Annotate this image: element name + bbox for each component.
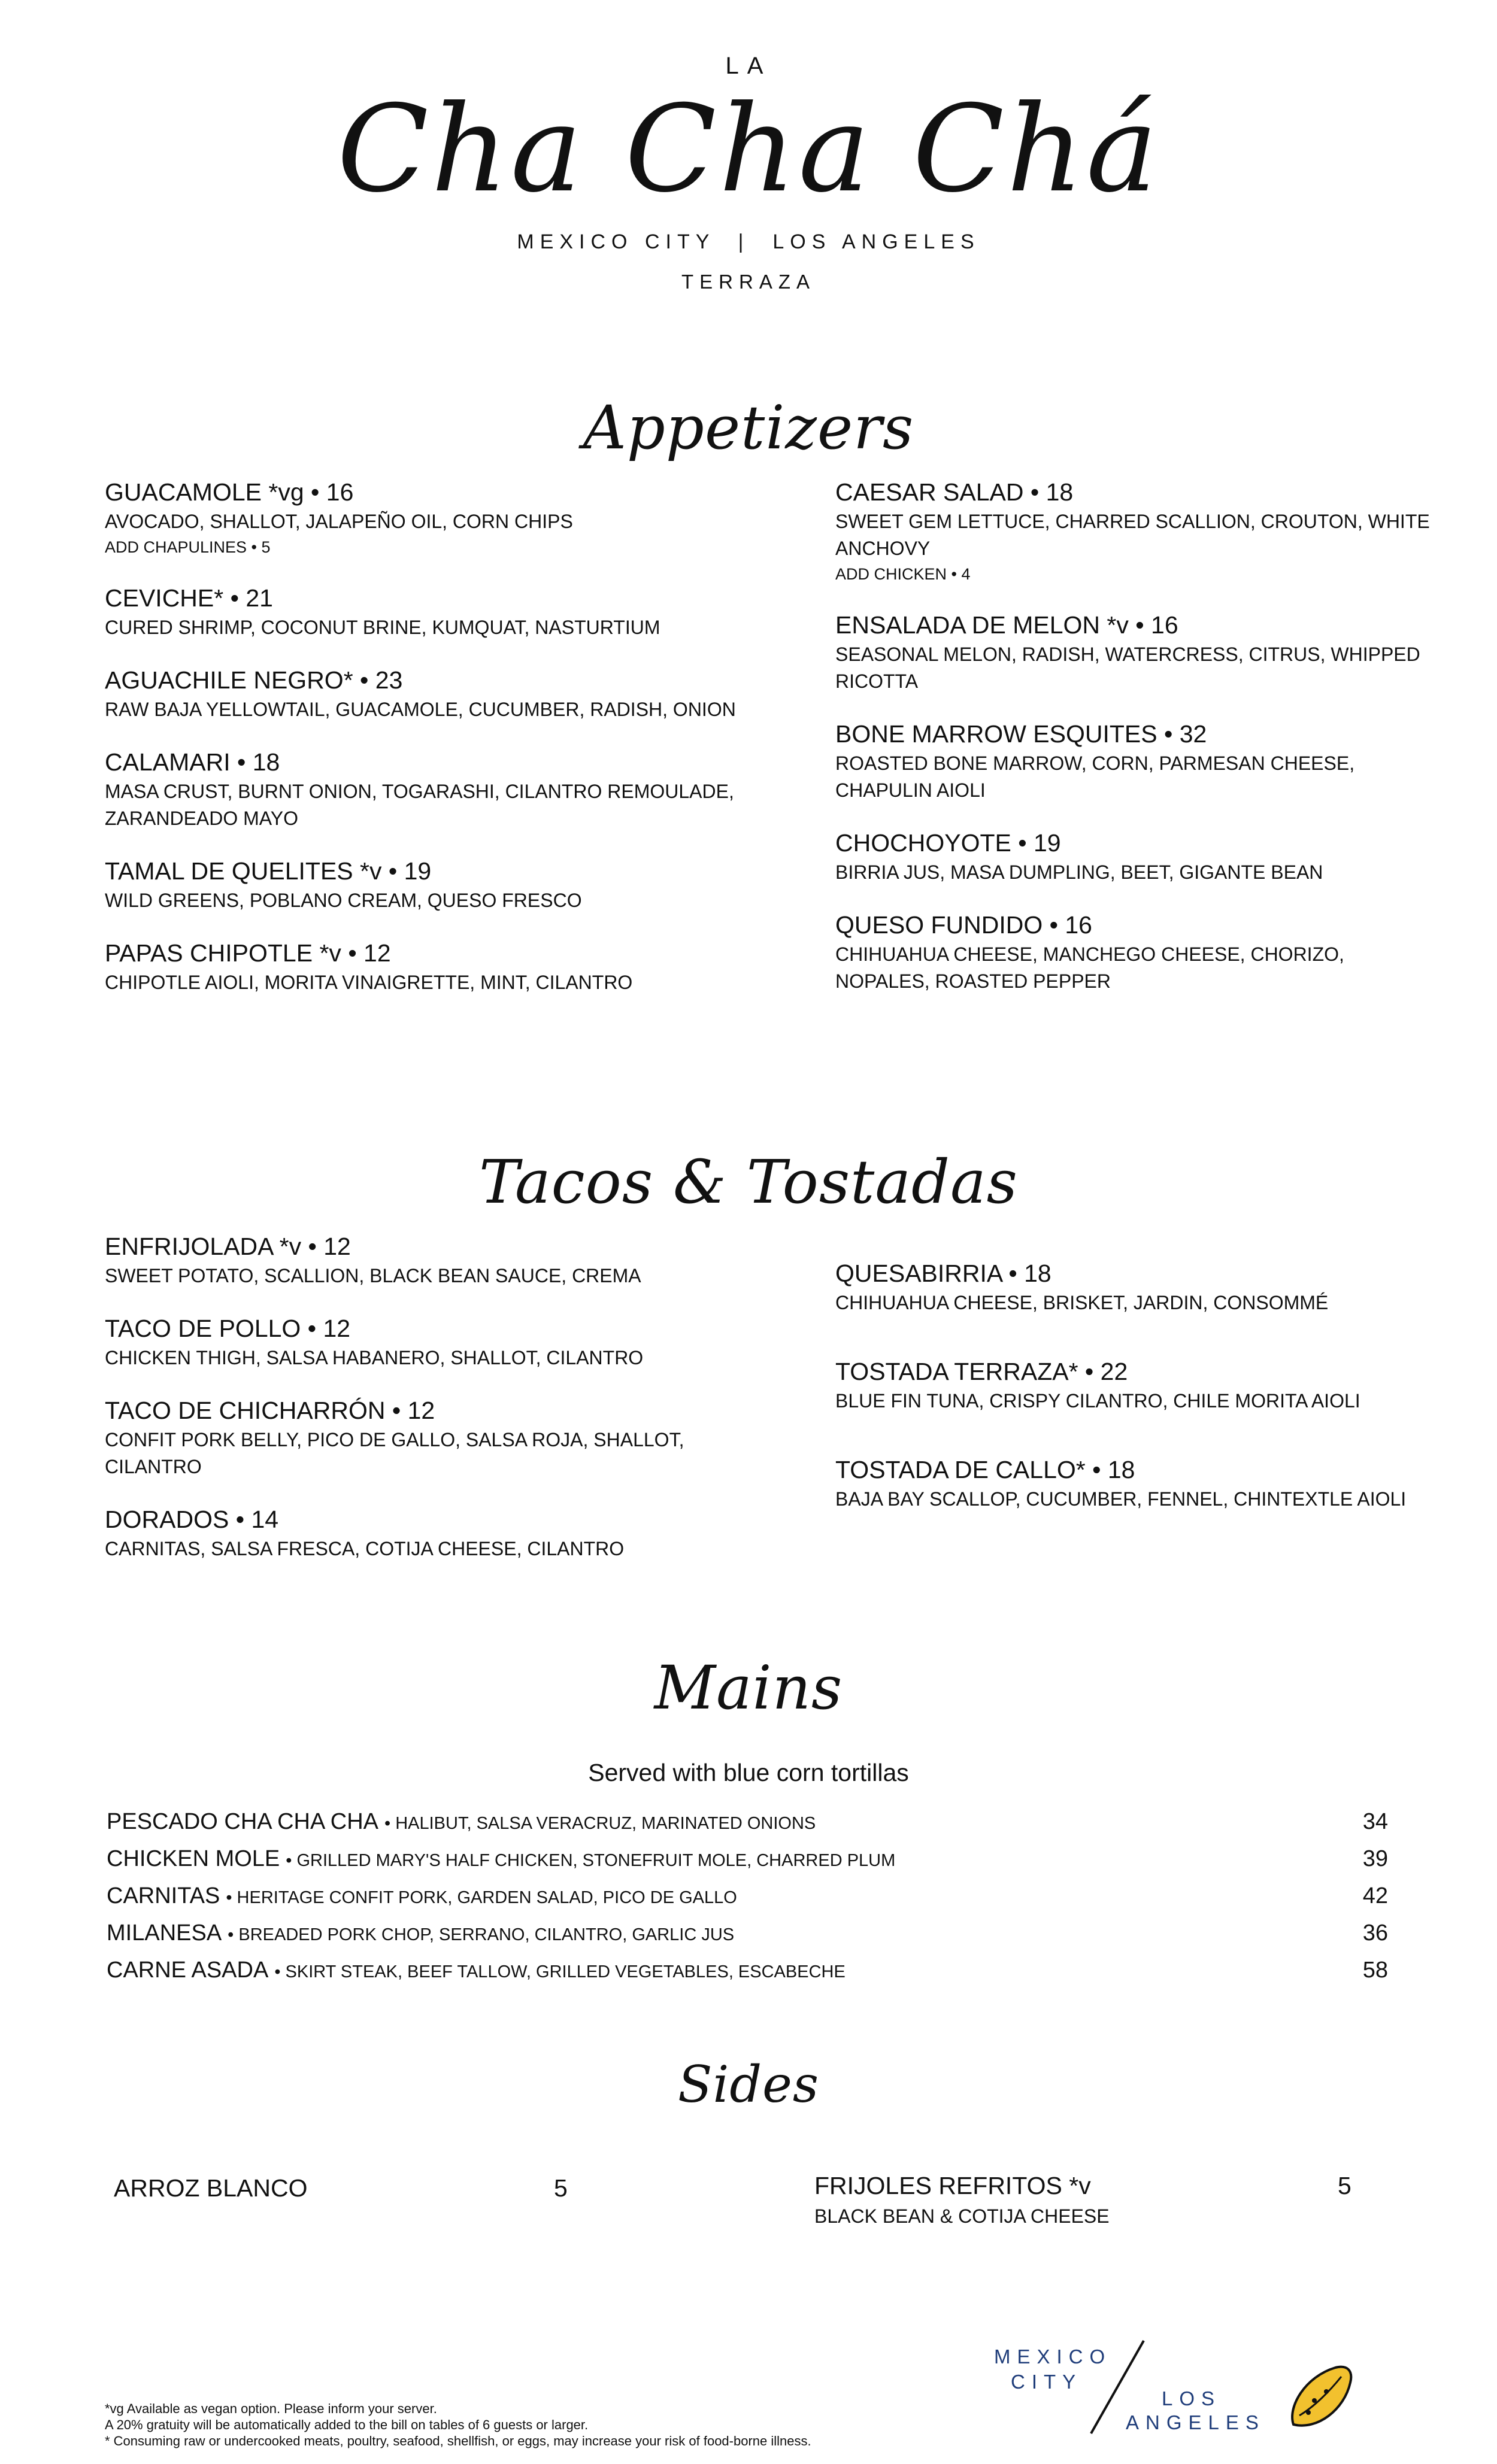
section-title-tacos: Tacos & Tostadas [479,1147,1018,1217]
lemon-icon [1281,2359,1359,2436]
menu-item [105,746,751,832]
menu-item [835,1355,1434,1415]
main-name: MILANESA [107,1920,222,1946]
side-price: 5 [1338,2172,1351,2199]
menu-item [835,909,1434,995]
item-addon: ADD CHICKEN • 4 [835,565,971,583]
item-title: ENSALADA DE MELON *v • 16 [835,611,1178,639]
item-description: SWEET POTATO, SCALLION, BLACK BEAN SAUCE, CREMA [105,1265,641,1286]
menu-item [105,1312,751,1371]
item-title: CAESAR SALAD • 18 [835,478,1074,506]
footer-note: A 20% gratuity will be automatically added to the bill on tables of 6 guests or larger. [105,2417,589,2432]
main-name: CHICKEN MOLE [107,1846,280,1871]
footer-note: * Consuming raw or undercooked meats, poultry, seafood, shellfish, or eggs, may increase your risk of food-borne illness. [105,2433,811,2448]
item-description: MASA CRUST, BURNT ONION, TOGARASHI, CILANTRO REMOULADE, ZARANDEADO MAYO [105,781,734,829]
main-price: 34 [1362,1809,1388,1834]
item-title: CALAMARI • 18 [105,748,280,776]
menu-item [105,855,751,914]
footer-note: *vg Available as vegan option. Please inform your server. [105,2401,437,2416]
footer-notes [105,2401,811,2449]
item-description: CHIHUAHUA CHEESE, BRISKET, JARDIN, CONSOMMÉ [835,1292,1329,1313]
item-description: CHIHUAHUA CHEESE, MANCHEGO CHEESE, CHORIZO, NOPALES, ROASTED PEPPER [835,943,1344,992]
main-description: • HERITAGE CONFIT PORK, GARDEN SALAD, PICO DE GALLO [226,1888,737,1907]
item-description: BIRRIA JUS, MASA DUMPLING, BEET, GIGANTE BEAN [835,861,1323,883]
mains-row [107,1809,1388,1846]
item-title: QUESO FUNDIDO • 16 [835,911,1092,939]
main-name: CARNE ASADA [107,1958,269,1983]
item-description: AVOCADO, SHALLOT, JALAPEÑO OIL, CORN CHIPS [105,511,573,532]
item-title: BONE MARROW ESQUITES • 32 [835,720,1207,748]
item-description: SEASONAL MELON, RADISH, WATERCRESS, CITRUS, WHIPPED RICOTTA [835,644,1420,692]
main-price: 58 [1362,1958,1388,1983]
menu-item [835,476,1434,586]
appetizers-left-column [105,476,751,1019]
emblem-city: CITY [1011,2371,1083,2393]
mains-subtitle: Served with blue corn tortillas [588,1759,909,1786]
side-name: ARROZ BLANCO [114,2174,308,2202]
item-description: SWEET GEM LETTUCE, CHARRED SCALLION, CROUTON, WHITE ANCHOVY [835,511,1430,559]
menu-item [105,937,751,996]
menu-item [835,609,1434,695]
menu-item [105,476,751,559]
logo-la: LA [725,53,772,79]
item-title: DORADOS • 14 [105,1506,279,1533]
item-title: TOSTADA DE CALLO* • 18 [835,1456,1135,1483]
logo-terraza: TERRAZA [681,271,816,293]
item-title: QUESABIRRIA • 18 [835,1260,1051,1287]
menu-item [835,1453,1434,1513]
item-title: TACO DE POLLO • 12 [105,1315,351,1342]
mains-row [107,1958,1388,1995]
menu-item [835,827,1434,886]
side-name: FRIJOLES REFRITOS *v [814,2172,1091,2199]
item-description: BLUE FIN TUNA, CRISPY CILANTRO, CHILE MORITA AIOLI [835,1390,1360,1412]
logo-cities: MEXICO CITY | LOS ANGELES [517,230,980,253]
mains-row [107,1920,1388,1958]
emblem-los: LOS [1162,2387,1222,2410]
item-title: TOSTADA TERRAZA* • 22 [835,1358,1128,1385]
item-title: TACO DE CHICHARRÓN • 12 [105,1397,435,1424]
item-addon: ADD CHAPULINES • 5 [105,538,271,556]
main-description: • GRILLED MARY'S HALF CHICKEN, STONEFRUIT MOLE, CHARRED PLUM [286,1851,896,1870]
appetizers-right-column [835,476,1434,1018]
menu-item [835,1257,1434,1316]
main-description: • BREADED PORK CHOP, SERRANO, CILANTRO, GARLIC JUS [228,1925,735,1944]
menu-item [105,1394,751,1480]
emblem-angeles: ANGELES [1126,2411,1265,2433]
section-title-appetizers: Appetizers [583,393,914,463]
mexico-city-los-angeles-emblem [982,2335,1365,2436]
menu-item [105,582,751,641]
menu-item [105,1503,751,1562]
tacos-left-column [105,1230,751,1585]
item-description: BAJA BAY SCALLOP, CUCUMBER, FENNEL, CHINTEXTLE AIOLI [835,1488,1407,1510]
restaurant-logo: Cha Cha Chá [337,80,1160,219]
item-title: CEVICHE* • 21 [105,584,273,612]
tacos-right-column [835,1257,1434,1536]
section-title-sides: Sides [678,2055,819,2114]
menu-item [105,664,751,723]
side-description: BLACK BEAN & COTIJA CHEESE [814,2205,1110,2227]
main-name: CARNITAS [107,1883,220,1908]
menu-item [105,1230,751,1289]
item-description: CURED SHRIMP, COCONUT BRINE, KUMQUAT, NASTURTIUM [105,617,660,638]
mains-row [107,1883,1388,1920]
main-price: 39 [1362,1846,1388,1871]
mains-row [107,1846,1388,1883]
item-description: ROASTED BONE MARROW, CORN, PARMESAN CHEESE, CHAPULIN AIOLI [835,752,1355,801]
item-description: CHIPOTLE AIOLI, MORITA VINAIGRETTE, MINT, CILANTRO [105,972,633,993]
main-price: 42 [1362,1883,1388,1908]
side-price: 5 [554,2174,568,2202]
item-title: CHOCHOYOTE • 19 [835,829,1061,857]
item-description: CONFIT PORK BELLY, PICO DE GALLO, SALSA ROJA, SHALLOT, CILANTRO [105,1429,684,1477]
main-price: 36 [1362,1920,1388,1946]
item-description: CARNITAS, SALSA FRESCA, COTIJA CHEESE, CILANTRO [105,1538,625,1559]
emblem-mexico: MEXICO [994,2345,1112,2368]
item-title: AGUACHILE NEGRO* • 23 [105,666,403,694]
item-title: TAMAL DE QUELITES *v • 19 [105,857,432,885]
item-description: WILD GREENS, POBLANO CREAM, QUESO FRESCO [105,890,582,911]
item-description: CHICKEN THIGH, SALSA HABANERO, SHALLOT, CILANTRO [105,1347,644,1368]
item-title: ENFRIJOLADA *v • 12 [105,1233,351,1260]
menu-item [835,718,1434,804]
section-title-mains: Mains [654,1653,843,1723]
item-title: PAPAS CHIPOTLE *v • 12 [105,939,391,967]
main-description: • HALIBUT, SALSA VERACRUZ, MARINATED ONIONS [384,1814,816,1833]
item-title: GUACAMOLE *vg • 16 [105,478,354,506]
main-name: PESCADO CHA CHA CHA [107,1809,378,1834]
main-description: • SKIRT STEAK, BEEF TALLOW, GRILLED VEGETABLES, ESCABECHE [274,1962,846,1981]
item-description: RAW BAJA YELLOWTAIL, GUACAMOLE, CUCUMBER, RADISH, ONION [105,699,736,720]
